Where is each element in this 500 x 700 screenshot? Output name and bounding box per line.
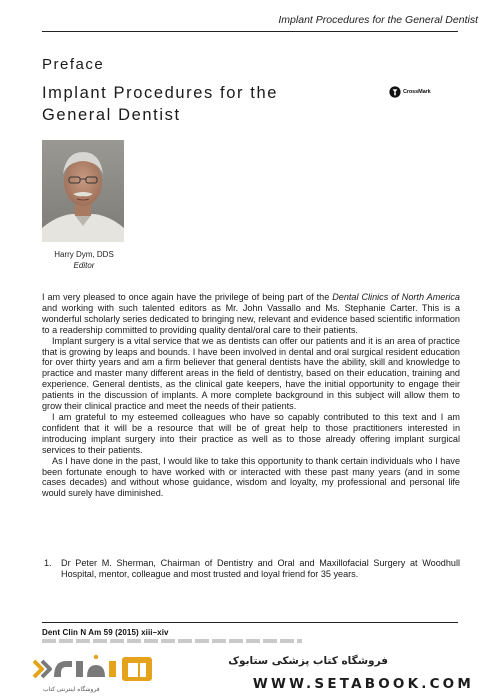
ad-store-title[interactable]: فروشگاه کتاب پزشکی ستابوک [228,655,388,667]
acknowledgement-list-item [42,558,460,580]
paragraph-1-rest: and working with such talented editors as Mr. John Vassallo and Ms. Stephanie Carter. This is a wonderful scholarly series dedicated to bringing new, relevant and evidence based scientific information to a readership committed to providing quality dental/oral care to their patients. [42,302,460,335]
crossmark-icon [389,86,401,98]
running-header: Implant Procedures for the General Dentist [278,14,478,26]
setabook-ad-banner[interactable] [0,645,500,700]
list-item-text: Dr Peter M. Sherman, Chairman of Dentistry and Oral and Maxillofacial Surgery at Woodhull Hospital, mentor, colleague and most trusted and loyal friend for 35 years. [61,558,460,579]
crossmark-label: CrossMark [403,89,431,95]
footer-rule [42,622,458,623]
article-title-line-2: General Dentist [42,106,181,124]
journal-citation: Dent Clin N Am 59 (2015) xiii–xiv [42,628,169,637]
paragraph-4: As I have done in the past, I would like to take this opportunity to thank certain individuals who I have been fortunate enough to have worked with or interacted with these past many years (and in some cases decades) and without whose guidance, wisdom and loyalty, my professional and personal life would surely have diminished. [42,455,460,499]
article-title-line-1: Implant Procedures for the [42,84,279,102]
paragraph-1-intro: I am very pleased to once again have the privilege of being part of the [42,292,333,302]
article-title [42,82,372,126]
editor-role: Editor [73,261,95,270]
list-item-number: 1. [44,558,52,568]
paragraph-1 [42,292,460,336]
header-rule [42,31,458,32]
cropped-doi-line [42,639,302,643]
editor-name: Harry Dym, DDS [54,250,114,259]
preface-body [42,292,460,499]
journal-title: Dental Clinics of North America [332,292,460,302]
paragraph-3: I am grateful to my esteemed colleagues who have so capably contributed to this text and I am confident that it will be a resource that will be of great help to those practitioners interested in introducing implant surgery into their practice as well as to those already offering implant surgical services to their patients. [42,411,460,455]
crossmark-badge[interactable] [389,86,431,98]
paragraph-2: Implant surgery is a vital service that we as dentists can offer our patients and it is an area of practice that is growing by leaps and bounds. I have been involved in dental and oral surgical resident education for over thirty years and am a firm believer that general dentists have the ability, skill and knowledge to practice and master many different areas in the field of dentistry, based on their education, training and experience. General dentists, as the clinical gate keepers, have the initial opportunity to engage their patients in the discussion of implants. A more complete background in this subject will allow them to grow their clinical practice and meet the needs of their patients. [42,335,460,412]
ad-store-url[interactable]: WWW.SETABOOK.COM [252,676,474,692]
preface-label: Preface [42,56,105,73]
logo-subtitle: فروشگاه اینترنتی کتاب [43,687,100,693]
editor-photo [42,140,124,242]
